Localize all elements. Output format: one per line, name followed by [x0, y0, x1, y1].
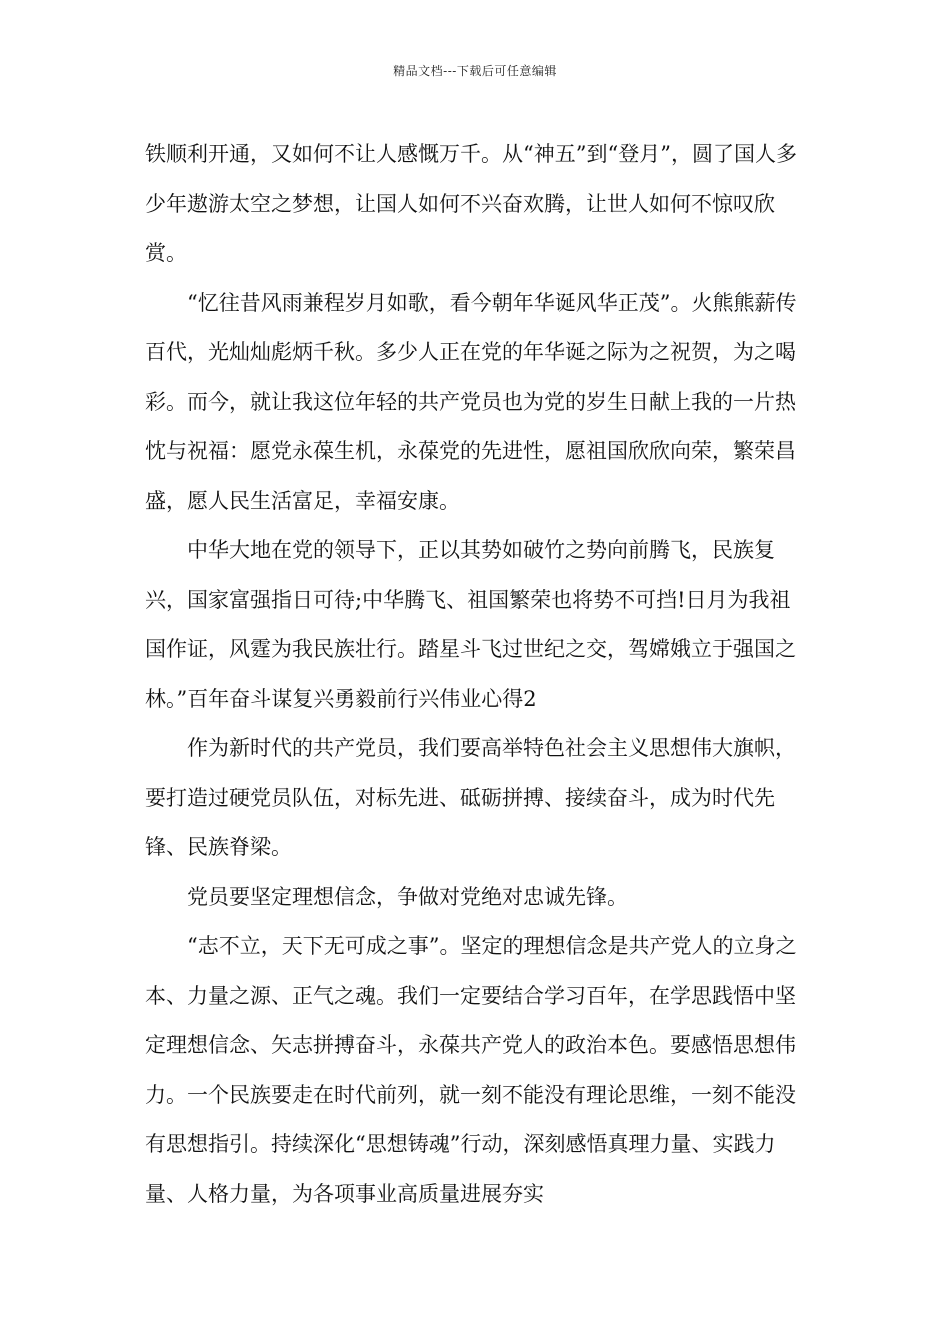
page-header: 精品文档---下载后可任意编辑	[393, 64, 557, 78]
paragraph-4: 作为新时代的共产党员，我们要高举特色社会主义思想伟大旗帜，要打造过硬党员队伍，对标先进、砥砺拼搏、接续奋斗，成为时代先锋、民族脊梁。	[145, 736, 796, 859]
paragraph-6: “志不立，天下无可成之事”。坚定的理想信念是共产党人的立身之本、力量之源、正气之魂。我们一定要结合学习百年，在学思践悟中坚定理想信念、矢志拼搏奋斗，永葆共产党人的政治本色。要感悟思想伟力。一个民族要走在时代前列，就一刻不能没有理论思维，一刻不能没有思想指引。持续深化“思想铸魂”行动，深刻感悟真理力量、实践力量、人格力量，为各项事业高质量进展夯实	[145, 934, 797, 1206]
paragraph-1: 铁顺利开通，又如何不让人感慨万千。从“神五”到“登月”，圆了国人多少年遨游太空之梦想，让国人如何不兴奋欢腾，让世人如何不惊叹欣赏。	[145, 142, 797, 265]
document-body	[145, 130, 810, 1219]
paragraph-3: 中华大地在党的领导下，正以其势如破竹之势向前腾飞，民族复兴，国家富强指日可待;中华腾飞、祖国繁荣也将势不可挡!日月为我祖国作证，风霆为我民族壮行。踏星斗飞过世纪之交，驾嫦娥立于强国之林。”百年奋斗谋复兴勇毅前行兴伟业心得2	[145, 538, 796, 711]
paragraph-5: 党员要坚定理想信念，争做对党绝对忠诚先锋。	[187, 884, 628, 909]
paragraph-2: “忆往昔风雨兼程岁月如歌，看今朝年华诞风华正茂”。火熊熊薪传百代，光灿灿彪炳千秋。多少人正在党的年华诞之际为之祝贺，为之喝彩。而今，就让我这位年轻的共产党员也为党的岁生日献上我的一片热忱与祝福：愿党永葆生机，永葆党的先进性，愿祖国欣欣向荣，繁荣昌盛，愿人民生活富足，幸福安康。	[145, 290, 797, 513]
